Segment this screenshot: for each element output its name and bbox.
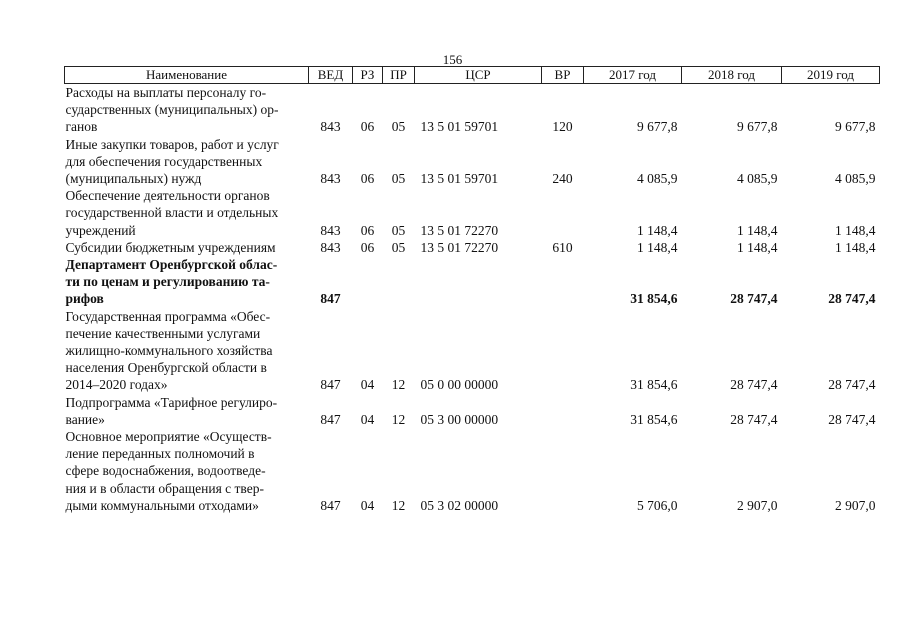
table-row	[65, 308, 880, 394]
row-2017: 31 854,6	[630, 291, 678, 307]
row-rz: 04	[360, 497, 375, 513]
row-vr	[542, 394, 584, 428]
row-pr: 05	[391, 171, 406, 187]
row-ved: 843	[320, 222, 341, 238]
row-ved: 843	[320, 119, 341, 135]
row-2017: 1 148,4	[637, 239, 678, 255]
row-rz: 06	[360, 222, 375, 238]
row-rz: 04	[360, 377, 375, 393]
row-name-text: Обеспечение деятельности органов государственной власти и отдельных учреждений	[65, 188, 279, 238]
row-ved: 843	[320, 239, 341, 255]
row-2018: 28 747,4	[730, 411, 778, 427]
row-rz: 04	[360, 411, 375, 427]
header-name: Наименование	[65, 67, 309, 84]
row-vr	[542, 256, 584, 308]
row-rz	[353, 256, 383, 308]
row-name-text: Основное мероприятие «Осуществ- ление переданных полномочий в сфере водоснабжения, водоотведе- ния и в области обращения с твер- дыми коммунальными отходами»	[65, 429, 272, 513]
table-row	[65, 136, 880, 188]
row-name	[65, 308, 309, 394]
row-ved: 847	[320, 377, 341, 393]
row-pr: 05	[391, 239, 406, 255]
row-2018: 28 747,4	[730, 291, 778, 307]
row-csr: 05 3 00 00000	[420, 411, 499, 427]
row-2018: 1 148,4	[737, 239, 778, 255]
row-2017: 31 854,6	[630, 377, 678, 393]
row-2018: 9 677,8	[737, 119, 778, 135]
row-pr: 12	[391, 377, 406, 393]
header-2019: 2019 год	[782, 67, 880, 84]
row-vr: 610	[552, 239, 573, 255]
row-csr: 05 3 02 00000	[420, 497, 499, 513]
row-csr	[415, 256, 542, 308]
row-pr: 12	[391, 411, 406, 427]
table-row	[65, 428, 880, 514]
row-name	[65, 394, 309, 428]
row-rz: 06	[360, 239, 375, 255]
row-2018: 28 747,4	[730, 377, 778, 393]
row-rz: 06	[360, 119, 375, 135]
row-name	[65, 428, 309, 514]
row-name	[65, 187, 309, 239]
header-pr: ПР	[383, 67, 415, 84]
row-2019: 1 148,4	[835, 222, 876, 238]
row-csr: 13 5 01 59701	[420, 119, 499, 135]
table-body	[65, 84, 880, 515]
row-2019: 2 907,0	[835, 497, 876, 513]
row-vr	[542, 187, 584, 239]
row-vr: 240	[552, 171, 573, 187]
row-2017: 5 706,0	[637, 497, 678, 513]
row-name-text: Субсидии бюджетным учреждениям	[65, 239, 276, 255]
row-csr: 13 5 01 72270	[420, 222, 499, 238]
header-vr: ВР	[542, 67, 584, 84]
row-csr: 13 5 01 72270	[420, 239, 499, 255]
row-name	[65, 239, 309, 256]
row-2018: 1 148,4	[737, 222, 778, 238]
table-row	[65, 187, 880, 239]
row-csr: 05 0 00 00000	[420, 377, 499, 393]
table-row	[65, 239, 880, 256]
row-name-text: Государственная программа «Обес- печение качественными услугами жилищно-коммунального хозяйства населения Оренбургской области в 2014–2020 годах»	[65, 308, 273, 393]
row-pr: 05	[391, 222, 406, 238]
row-2019: 28 747,4	[828, 411, 876, 427]
row-vr: 120	[552, 119, 573, 135]
row-csr: 13 5 01 59701	[420, 171, 499, 187]
row-2017: 4 085,9	[637, 171, 678, 187]
table-row	[65, 394, 880, 428]
table-row	[65, 84, 880, 136]
row-pr: 05	[391, 119, 406, 135]
row-pr	[383, 256, 415, 308]
row-2018: 4 085,9	[737, 171, 778, 187]
row-2018: 2 907,0	[737, 497, 778, 513]
row-2017: 1 148,4	[637, 222, 678, 238]
row-2019: 9 677,8	[835, 119, 876, 135]
row-ved: 843	[320, 171, 341, 187]
page-number: 156	[442, 52, 463, 67]
row-ved: 847	[320, 497, 341, 513]
header-csr: ЦСР	[415, 67, 542, 84]
table-header	[65, 67, 880, 84]
row-vr	[542, 428, 584, 514]
row-name-text: Департамент Оренбургской облас- ти по ценам и регулированию та- рифов	[65, 257, 278, 307]
row-2019: 28 747,4	[828, 291, 876, 307]
header-ved: ВЕД	[309, 67, 353, 84]
row-name-text: Расходы на выплаты персоналу го- сударственных (муниципальных) ор- ганов	[65, 85, 279, 135]
row-2019: 4 085,9	[835, 171, 876, 187]
row-2019: 1 148,4	[835, 239, 876, 255]
row-2019: 28 747,4	[828, 377, 876, 393]
budget-table	[64, 66, 880, 514]
row-name-text: Подпрограмма «Тарифное регулиро- вание»	[65, 394, 278, 427]
row-name	[65, 256, 309, 308]
row-name	[65, 84, 309, 136]
row-rz: 06	[360, 171, 375, 187]
row-2017: 31 854,6	[630, 411, 678, 427]
row-vr	[542, 308, 584, 394]
header-2017: 2017 год	[584, 67, 682, 84]
row-ved: 847	[320, 411, 341, 427]
header-2018: 2018 год	[682, 67, 782, 84]
row-pr: 12	[391, 497, 406, 513]
table-row	[65, 256, 880, 308]
header-rz: РЗ	[353, 67, 383, 84]
row-ved: 847	[320, 291, 341, 307]
row-2017: 9 677,8	[637, 119, 678, 135]
row-name-text: Иные закупки товаров, работ и услуг для обеспечения государственных (муниципальных) нужд	[65, 136, 279, 187]
row-name	[65, 136, 309, 188]
